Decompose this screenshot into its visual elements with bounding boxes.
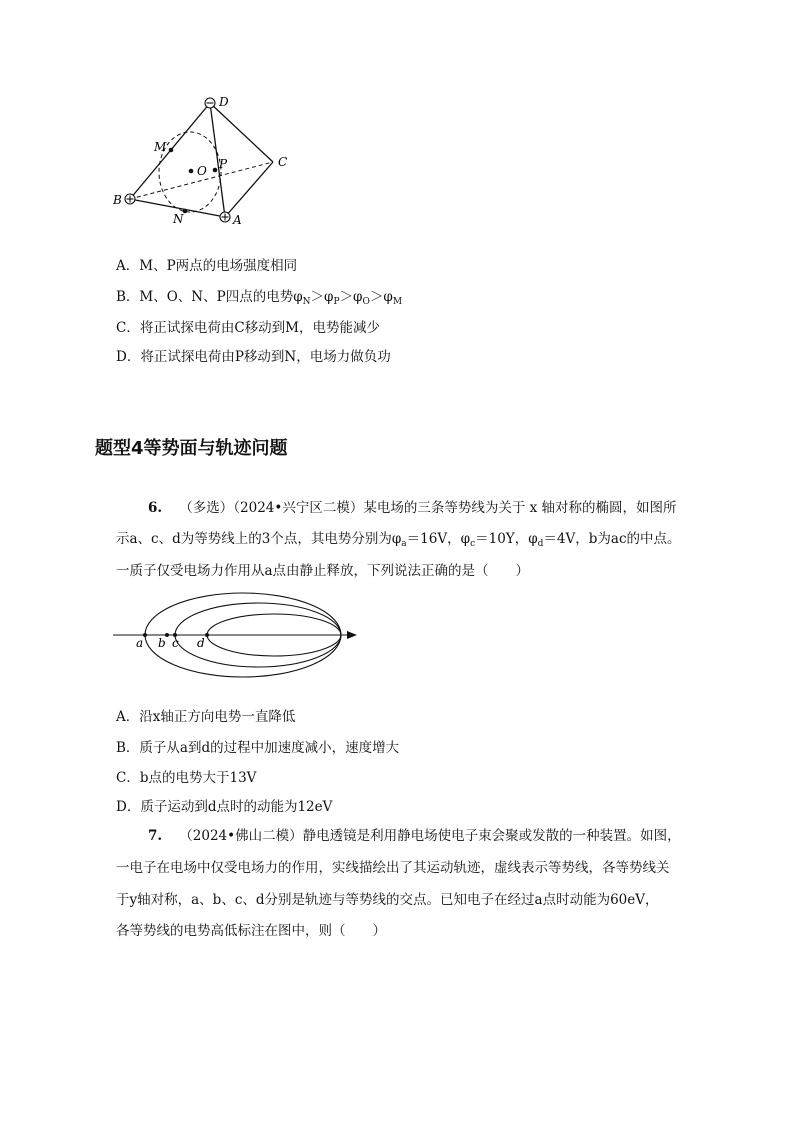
label-M: M xyxy=(154,140,167,154)
label-D: D xyxy=(219,95,229,109)
label-P: P xyxy=(219,157,228,171)
q6-number: 6. xyxy=(148,500,163,516)
q5-option-c: C．将正试探电荷由C移动到M，电势能减少 xyxy=(116,320,380,336)
q6-line-1: 6. （多选）（2024•兴宁区二模）某电场的三条等势线为关于 x 轴对称的椭圆，如图所 xyxy=(148,500,677,516)
equipotential-ellipses-figure xyxy=(110,590,365,680)
q6-option-b: B．质子从a到d的过程中加速度减小，速度增大 xyxy=(116,740,400,756)
q6-option-a: A．沿x轴正方向电势一直降低 xyxy=(116,709,296,725)
q5-option-a: A．M、P两点的电场强度相同 xyxy=(116,258,298,274)
label-b: b xyxy=(158,636,166,650)
label-d: d xyxy=(197,636,205,650)
label-O: O xyxy=(197,164,207,178)
label-C: C xyxy=(278,155,288,169)
q6-option-d: D．质子运动到d点时的动能为12eV xyxy=(116,799,333,815)
q6-line-2: 示a、c、d为等势线上的3个点，其电势分别为$\varphi_a=16V$，$\varphi_c=10Y$，$\varphi_d=4V$，b为ac的中点。 xyxy=(116,531,681,549)
q7-line-1: 7. （2024•佛山二模）静电透镜是利用静电场使电子束会聚或发散的一种装置。如图， xyxy=(148,828,681,844)
section-title: 题型4等势面与轨迹问题 xyxy=(95,438,288,459)
phi-expression: $\varphi_N>\varphi_P>\varphi_O>\varphi_M$ xyxy=(293,289,403,307)
label-c: c xyxy=(172,636,179,650)
q7-number: 7. xyxy=(148,828,163,844)
label-a: a xyxy=(136,636,144,650)
label-A: A xyxy=(233,213,242,227)
q5-option-b: B．M、O、N、P四点的电势$\varphi_N>\varphi_P>\varphi_O>\varphi_M$ xyxy=(116,289,403,307)
label-N: N xyxy=(173,212,184,226)
q5-option-d: D．将正试探电荷由P移动到N，电场力做负功 xyxy=(116,349,391,365)
q7-line-2: 一电子在电场中仅受电场力的作用，实线描绘出了其运动轨迹，虚线表示等势线，各等势线关 xyxy=(116,860,670,876)
q6-option-c: C．b点的电势大于13V xyxy=(116,770,257,786)
q7-line-4: 各等势线的电势高低标注在图中，则（ ） xyxy=(116,923,386,939)
q7-line-3: 于y轴对称，a、b、c、d分别是轨迹与等势线的交点。已知电子在经过a点时动能为60eV， xyxy=(116,892,659,908)
q6-line-3: 一质子仅受电场力作用从a点由静止释放，下列说法正确的是（ ） xyxy=(116,563,530,579)
tetrahedron-figure xyxy=(105,90,305,230)
label-B: B xyxy=(113,193,122,207)
